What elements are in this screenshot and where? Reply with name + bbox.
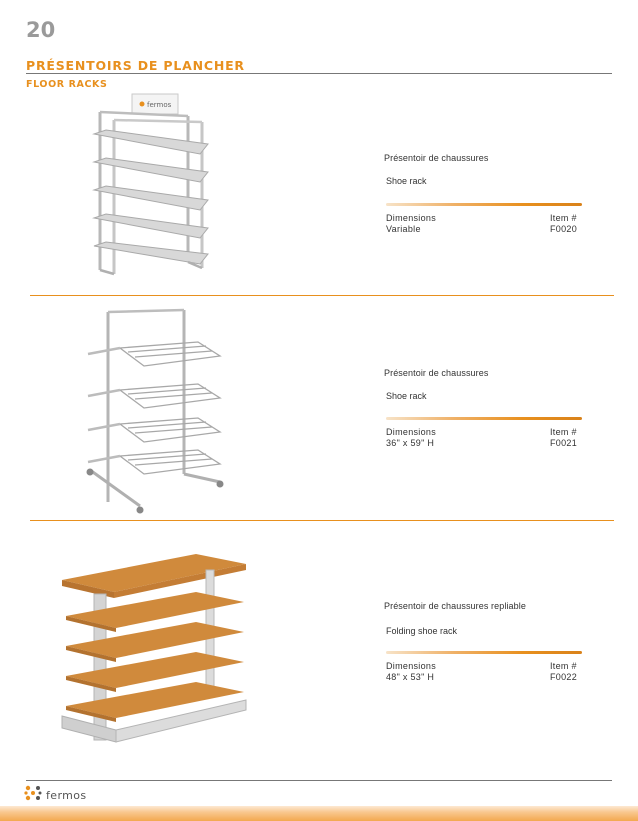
fermos-star-logo-icon [24, 784, 42, 807]
footer-orange-band [0, 806, 638, 821]
section-title-en: FLOOR RACKS [26, 79, 108, 90]
product-name-fr: Présentoir de chaussures [384, 368, 489, 378]
item-number-value: F0021 [550, 438, 578, 448]
metal-shoe-rack-with-sign-icon [84, 92, 224, 287]
dimensions-value: 48" x 53" H [386, 672, 435, 682]
wooden-gondola-shelf-icon [56, 550, 252, 755]
footer-logo [24, 786, 87, 804]
item-number-value: F0020 [550, 224, 578, 234]
product-name-fr: Présentoir de chaussures repliable [384, 601, 526, 611]
dimensions-value: Variable [386, 224, 421, 234]
item-number-label: Item # [550, 661, 577, 671]
section-title-fr: PRÉSENTOIRS DE PLANCHER [26, 58, 245, 73]
product-separator [30, 520, 614, 521]
item-number-label: Item # [550, 213, 577, 223]
rack-sign-text: fermos [147, 101, 172, 109]
orange-gradient-rule [386, 417, 582, 420]
product-separator [30, 295, 614, 296]
dimensions-label: Dimensions [386, 427, 437, 437]
wire-basket-shoe-rack-icon [80, 306, 230, 523]
header-divider [26, 73, 612, 74]
item-number-value: F0022 [550, 672, 578, 682]
dimensions-value: 36" x 59" H [386, 438, 435, 448]
product-name-en: Shoe rack [386, 391, 427, 401]
page-number: 20 [26, 18, 56, 42]
dimensions-label: Dimensions [386, 661, 437, 671]
dimensions-label: Dimensions [386, 213, 437, 223]
orange-gradient-rule [386, 203, 582, 206]
footer-divider [26, 780, 612, 781]
orange-gradient-rule [386, 651, 582, 654]
footer-logo-text: fermos [46, 788, 87, 802]
item-number-label: Item # [550, 427, 577, 437]
product-name-fr: Présentoir de chaussures [384, 153, 489, 163]
product-name-en: Folding shoe rack [386, 626, 458, 636]
product-name-en: Shoe rack [386, 176, 427, 186]
